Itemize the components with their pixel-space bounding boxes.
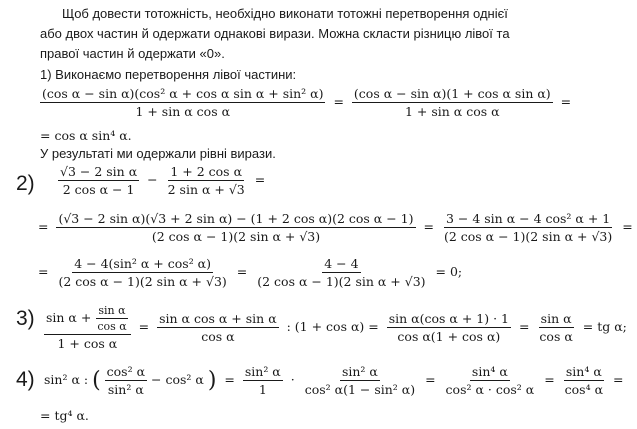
p2-zero-result: = 0; bbox=[435, 264, 463, 279]
equals-sign: = bbox=[333, 94, 344, 109]
p4-l-denominator: cos² α · cos² α bbox=[445, 382, 535, 397]
p3-equation bbox=[44, 304, 631, 351]
p2-c-numerator: (√3 − 2 sin α)(√3 + 2 sin α) − (1 + 2 cos α)(2 cos α − 1) bbox=[58, 211, 414, 226]
p2-b-numerator: 1 + 2 cos α bbox=[170, 164, 243, 179]
equals-sign: = bbox=[138, 319, 150, 334]
p1-f2-numerator: (cos α − sin α)(1 + cos α sin α) bbox=[353, 86, 551, 101]
p3-h-denominator: cos α(1 + cos α) bbox=[397, 329, 501, 344]
p2-fraction-d bbox=[442, 211, 614, 244]
p3-big-denominator: 1 + cos α bbox=[57, 336, 118, 351]
p4-equation bbox=[44, 364, 628, 397]
p3-i-denominator: cos α bbox=[539, 329, 573, 344]
p2-line-1 bbox=[58, 164, 269, 197]
p4-lead: sin² α : bbox=[44, 372, 89, 387]
p3-i-numerator: sin α bbox=[540, 311, 572, 326]
p1-f2-denominator: 1 + sin α cos α bbox=[405, 104, 500, 119]
p3-big-numerator bbox=[44, 304, 131, 335]
p1-conclusion: У результаті ми одержали рівні вирази. bbox=[40, 146, 276, 161]
p2-f-numerator: 4 − 4 bbox=[324, 256, 359, 271]
p2-line-3 bbox=[38, 256, 466, 289]
p2-c-denominator: (2 cos α − 1)(2 sin α + √3) bbox=[151, 229, 321, 244]
p1-equation bbox=[40, 86, 575, 119]
p4-inner-tail: − cos² α bbox=[151, 372, 204, 387]
p4-fraction-m bbox=[563, 364, 605, 397]
equals-sign: = bbox=[425, 372, 436, 387]
p3-fraction-h bbox=[387, 311, 511, 344]
problem-4-marker: 4) bbox=[16, 368, 35, 391]
minus-sign: − bbox=[147, 172, 158, 187]
p4-j-denominator: 1 bbox=[258, 382, 267, 397]
p2-line-2 bbox=[38, 211, 637, 244]
p3-small-denominator: cos α bbox=[97, 320, 127, 333]
p2-a-numerator: √3 − 2 sin α bbox=[60, 164, 138, 179]
p1-f1-numerator: (cos α − sin α)(cos² α + cos α sin α + sin² α) bbox=[42, 86, 324, 101]
p4-inner-fraction bbox=[105, 364, 147, 397]
p3-fraction-i bbox=[537, 311, 574, 344]
p1-fraction-1 bbox=[40, 86, 325, 119]
p4-close-paren: ) bbox=[207, 368, 217, 393]
p1-fraction-2 bbox=[352, 86, 553, 119]
p2-fraction-e bbox=[56, 256, 228, 289]
p2-fraction-c bbox=[56, 211, 415, 244]
equals-sign: = bbox=[38, 219, 49, 234]
p4-fraction-k bbox=[303, 364, 417, 397]
p4-open-paren: ( bbox=[92, 368, 101, 393]
p3-small-numerator: sin α bbox=[98, 304, 126, 317]
p4-inner-denominator: sin² α bbox=[107, 382, 144, 397]
p4-fraction-j bbox=[243, 364, 283, 397]
p4-k-denominator: cos² α(1 − sin² α) bbox=[304, 382, 416, 397]
equals-sign: = bbox=[544, 372, 555, 387]
p4-j-numerator: sin² α bbox=[244, 364, 281, 379]
p2-d-numerator: 3 − 4 sin α − 4 cos² α + 1 bbox=[445, 211, 611, 226]
problem-2-marker: 2) bbox=[16, 172, 35, 195]
equals-sign: = bbox=[518, 319, 530, 334]
p2-e-denominator: (2 cos α − 1)(2 sin α + √3) bbox=[58, 274, 227, 289]
equals-sign: = bbox=[236, 264, 248, 279]
equals-sign: = bbox=[254, 172, 266, 187]
p4-l-numerator: sin⁴ α bbox=[471, 364, 508, 379]
intro-line-2: або двох частин й одержати однакові вирази. Можна скласти різницю лівої та bbox=[40, 26, 510, 41]
equals-sign: = bbox=[560, 94, 572, 109]
equals-sign: = bbox=[224, 372, 235, 387]
p3-g-denominator: cos α bbox=[201, 329, 235, 344]
multiply-dot: · bbox=[290, 372, 295, 387]
equals-sign: = bbox=[613, 372, 624, 387]
p3-h-numerator: sin α(cos α + 1) · 1 bbox=[388, 311, 509, 326]
p4-result: = tg⁴ α. bbox=[40, 408, 89, 423]
equals-sign: = bbox=[423, 219, 434, 234]
p1-f1-denominator: 1 + sin α cos α bbox=[135, 104, 231, 119]
p2-fraction-f bbox=[255, 256, 427, 289]
p2-f-denominator: (2 cos α − 1)(2 sin α + √3) bbox=[257, 274, 426, 289]
problem-3-marker: 3) bbox=[16, 307, 35, 330]
p4-fraction-l bbox=[444, 364, 537, 397]
p4-inner-numerator: cos² α bbox=[106, 364, 146, 379]
intro-line-1: Щоб довести тотожність, необхідно виконати тотожні перетворення однієї bbox=[62, 6, 508, 21]
p2-fraction-a bbox=[58, 164, 139, 197]
p4-m-denominator: cos⁴ α bbox=[564, 382, 604, 397]
p2-a-denominator: 2 cos α − 1 bbox=[62, 182, 135, 197]
p2-b-denominator: 2 sin α + √3 bbox=[167, 182, 245, 197]
p2-d-denominator: (2 cos α − 1)(2 sin α + √3) bbox=[443, 229, 613, 244]
p3-tg-result: = tg α; bbox=[582, 319, 627, 334]
p4-m-numerator: sin⁴ α bbox=[565, 364, 602, 379]
p3-division: : (1 + cos α) = bbox=[286, 319, 379, 334]
p4-k-numerator: sin² α bbox=[341, 364, 378, 379]
p1-result: = cos α sin⁴ α. bbox=[40, 128, 132, 143]
intro-line-3: правої частин й одержати «0». bbox=[40, 46, 225, 61]
p3-big-head: sin α + bbox=[46, 310, 92, 325]
equals-sign: = bbox=[622, 219, 633, 234]
p2-e-numerator: 4 − 4(sin² α + cos² α) bbox=[74, 256, 211, 271]
equals-sign: = bbox=[38, 264, 49, 279]
p3-small-fraction bbox=[95, 304, 128, 333]
step-1-heading: 1) Виконаємо перетворення лівої частини: bbox=[40, 67, 297, 82]
p3-g-numerator: sin α cos α + sin α bbox=[159, 311, 277, 326]
p3-fraction-g bbox=[157, 311, 279, 344]
p3-big-fraction bbox=[44, 304, 131, 351]
p2-fraction-b bbox=[166, 164, 247, 197]
